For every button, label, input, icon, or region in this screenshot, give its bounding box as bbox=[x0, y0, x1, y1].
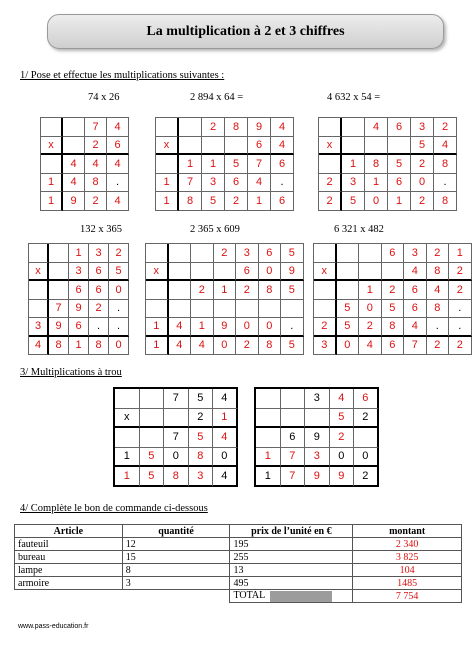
grid-cell: x bbox=[41, 137, 63, 156]
grid-cell: . bbox=[427, 318, 450, 337]
grid-cell: 9 bbox=[214, 318, 237, 337]
grid-cell: 8 bbox=[427, 263, 450, 282]
multiplication-grid bbox=[313, 243, 472, 355]
grid-cell bbox=[29, 281, 49, 300]
grid-cell bbox=[342, 137, 365, 156]
grid-cell bbox=[319, 155, 342, 174]
grid-cell: x bbox=[115, 409, 140, 429]
grid-cell: 6 bbox=[271, 155, 294, 174]
grid-cell bbox=[337, 244, 360, 263]
amount-cell: 104 bbox=[353, 564, 462, 577]
grid-cell: 0 bbox=[214, 337, 237, 356]
grid-cell: . bbox=[271, 174, 294, 193]
grid-cell: 2 bbox=[427, 337, 450, 356]
grid-cell bbox=[388, 137, 411, 156]
grid-cell bbox=[281, 389, 306, 409]
grid-cell: 4 bbox=[29, 337, 49, 356]
total-row bbox=[15, 590, 462, 603]
grid-cell: . bbox=[281, 318, 304, 337]
section-1-heading: 1/ Pose et effectue les multiplications suivantes : bbox=[20, 70, 225, 81]
grid-cell: 4 bbox=[213, 467, 238, 487]
grid-cell bbox=[382, 263, 405, 282]
grid-cell: 8 bbox=[225, 118, 248, 137]
grid-cell: x bbox=[156, 137, 179, 156]
grid-cell bbox=[281, 300, 304, 319]
grid-cell bbox=[146, 244, 169, 263]
section-3-heading: 3/ Multiplications à trou bbox=[20, 367, 122, 378]
grid-cell: 2 bbox=[354, 409, 379, 429]
grid-cell: 5 bbox=[411, 137, 434, 156]
quantity-cell: 8 bbox=[122, 564, 230, 577]
grid-cell: 4 bbox=[63, 174, 85, 193]
grid-cell: 1 bbox=[388, 192, 411, 211]
grid-cell: 2 bbox=[85, 137, 107, 156]
column-header: Article bbox=[15, 525, 123, 538]
total-amount-cell: 7 754 bbox=[353, 590, 462, 603]
multiplication-grid bbox=[145, 243, 304, 355]
missing-digit-grid bbox=[113, 387, 238, 487]
grid-cell: 0 bbox=[109, 337, 129, 356]
grid-cell: 2 bbox=[109, 244, 129, 263]
grid-cell: 4 bbox=[85, 155, 107, 174]
grid-cell: . bbox=[89, 318, 109, 337]
grid-cell: 5 bbox=[388, 155, 411, 174]
grid-cell: 0 bbox=[359, 300, 382, 319]
grid-cell: 4 bbox=[404, 263, 427, 282]
grid-cell bbox=[63, 118, 85, 137]
grid-cell: 2 bbox=[449, 281, 472, 300]
amount-cell: 2 340 bbox=[353, 538, 462, 551]
grid-cell: 2 bbox=[449, 263, 472, 282]
grid-cell: 0 bbox=[411, 174, 434, 193]
grid-cell: 3 bbox=[189, 467, 214, 487]
grid-cell bbox=[169, 300, 192, 319]
grid-cell: 2 bbox=[202, 118, 225, 137]
grid-cell: 8 bbox=[179, 192, 202, 211]
grid-cell bbox=[191, 263, 214, 282]
grid-cell: . bbox=[109, 318, 129, 337]
grid-cell bbox=[140, 389, 165, 409]
grid-cell: 6 bbox=[354, 389, 379, 409]
grid-cell: 1 bbox=[359, 281, 382, 300]
grid-cell: 2 bbox=[214, 244, 237, 263]
grid-cell: 9 bbox=[69, 300, 89, 319]
grid-cell: 6 bbox=[225, 174, 248, 193]
grid-cell bbox=[29, 300, 49, 319]
grid-cell: 3 bbox=[342, 174, 365, 193]
grid-cell: 3 bbox=[236, 244, 259, 263]
grid-cell bbox=[337, 263, 360, 282]
grid-cell bbox=[140, 428, 165, 448]
missing-digit-grid bbox=[254, 387, 379, 487]
grid-cell: 1 bbox=[69, 337, 89, 356]
grid-cell bbox=[314, 244, 337, 263]
grid-cell: 8 bbox=[382, 318, 405, 337]
grid-cell bbox=[225, 137, 248, 156]
grid-cell: 4 bbox=[365, 118, 388, 137]
grid-cell: 4 bbox=[434, 137, 457, 156]
unit-price-cell: 195 bbox=[230, 538, 353, 551]
grid-cell: 0 bbox=[365, 192, 388, 211]
grid-cell: 0 bbox=[337, 337, 360, 356]
grid-cell bbox=[256, 409, 281, 429]
grid-cell: 7 bbox=[281, 448, 306, 468]
multiplication-grid bbox=[318, 117, 457, 211]
grid-cell bbox=[169, 281, 192, 300]
grid-cell: 0 bbox=[330, 448, 355, 468]
grid-cell: 6 bbox=[281, 428, 306, 448]
grid-cell bbox=[115, 428, 140, 448]
grid-cell: 3 bbox=[305, 448, 330, 468]
grid-cell: 3 bbox=[411, 118, 434, 137]
grid-cell bbox=[41, 155, 63, 174]
grid-cell: 1 bbox=[365, 174, 388, 193]
table-row bbox=[15, 551, 462, 564]
grid-cell: 1 bbox=[248, 192, 271, 211]
grid-cell: 2 bbox=[330, 428, 355, 448]
grid-cell: 4 bbox=[404, 318, 427, 337]
grid-cell: 4 bbox=[63, 155, 85, 174]
grid-cell: 2 bbox=[449, 337, 472, 356]
grid-cell: 1 bbox=[214, 281, 237, 300]
grid-cell bbox=[146, 300, 169, 319]
grid-cell: 1 bbox=[449, 244, 472, 263]
multiplication-grid bbox=[28, 243, 129, 355]
grid-cell: 7 bbox=[179, 174, 202, 193]
empty-cell bbox=[15, 590, 123, 603]
column-header: prix de l’unité en € bbox=[230, 525, 353, 538]
grid-cell: 5 bbox=[225, 155, 248, 174]
amount-cell: 3 825 bbox=[353, 551, 462, 564]
grid-cell bbox=[236, 300, 259, 319]
grid-cell bbox=[256, 389, 281, 409]
grid-cell: 5 bbox=[140, 448, 165, 468]
grid-cell bbox=[202, 137, 225, 156]
grid-cell: 8 bbox=[89, 337, 109, 356]
total-label: TOTAL bbox=[233, 590, 265, 602]
grid-cell: 4 bbox=[191, 337, 214, 356]
grid-cell: 6 bbox=[388, 174, 411, 193]
grid-cell bbox=[359, 244, 382, 263]
grid-cell: 7 bbox=[164, 389, 189, 409]
grid-cell: 4 bbox=[359, 337, 382, 356]
grid-cell: 2 bbox=[85, 192, 107, 211]
grid-cell: 0 bbox=[354, 448, 379, 468]
grid-cell: 5 bbox=[337, 318, 360, 337]
grid-cell: 2 bbox=[354, 467, 379, 487]
grid-cell: 0 bbox=[259, 263, 282, 282]
grid-cell: 2 bbox=[189, 409, 214, 429]
grid-cell: 4 bbox=[248, 174, 271, 193]
grid-cell bbox=[169, 244, 192, 263]
section-4-heading: 4/ Complète le bon de commande ci-dessous bbox=[20, 503, 208, 514]
grid-cell bbox=[259, 300, 282, 319]
grid-cell: 8 bbox=[189, 448, 214, 468]
grid-cell: 4 bbox=[213, 389, 238, 409]
grid-cell: 2 bbox=[411, 192, 434, 211]
grid-cell: 5 bbox=[202, 192, 225, 211]
column-header: montant bbox=[353, 525, 462, 538]
grid-cell: 3 bbox=[404, 244, 427, 263]
grid-cell bbox=[214, 300, 237, 319]
grid-cell bbox=[305, 409, 330, 429]
grid-cell: 8 bbox=[365, 155, 388, 174]
grid-cell: 2 bbox=[236, 337, 259, 356]
grid-cell: 2 bbox=[236, 281, 259, 300]
grid-cell bbox=[49, 281, 69, 300]
grid-cell: 7 bbox=[248, 155, 271, 174]
grid-cell bbox=[49, 263, 69, 282]
grid-cell: 1 bbox=[256, 467, 281, 487]
grid-cell: 4 bbox=[271, 118, 294, 137]
grid-cell: 6 bbox=[89, 263, 109, 282]
grid-cell: 5 bbox=[109, 263, 129, 282]
grid-cell: x bbox=[146, 263, 169, 282]
unit-price-cell: 13 bbox=[230, 564, 353, 577]
grid-cell: 4 bbox=[107, 192, 129, 211]
grid-cell: . bbox=[109, 300, 129, 319]
grid-cell: 7 bbox=[404, 337, 427, 356]
table-row bbox=[15, 577, 462, 590]
grid-cell: 1 bbox=[146, 318, 169, 337]
grid-cell: 9 bbox=[305, 428, 330, 448]
grid-cell bbox=[164, 409, 189, 429]
grid-cell: 6 bbox=[248, 137, 271, 156]
grid-cell bbox=[179, 118, 202, 137]
grid-cell bbox=[115, 389, 140, 409]
grid-cell: 6 bbox=[271, 192, 294, 211]
grid-cell: 4 bbox=[271, 137, 294, 156]
grid-cell: 6 bbox=[107, 137, 129, 156]
grid-cell: 4 bbox=[107, 118, 129, 137]
quantity-cell: 12 bbox=[122, 538, 230, 551]
grid-cell: . bbox=[449, 300, 472, 319]
multiplication-grid bbox=[155, 117, 294, 211]
grid-cell: x bbox=[29, 263, 49, 282]
gray-fill bbox=[270, 591, 332, 602]
grid-cell: 3 bbox=[314, 337, 337, 356]
grid-cell: 1 bbox=[213, 409, 238, 429]
problem-label: 2 894 x 64 = bbox=[190, 92, 244, 103]
grid-cell: 6 bbox=[404, 281, 427, 300]
grid-cell: 2 bbox=[89, 300, 109, 319]
quantity-cell: 3 bbox=[122, 577, 230, 590]
grid-cell: 9 bbox=[281, 263, 304, 282]
grid-cell: 1 bbox=[146, 337, 169, 356]
grid-cell: 1 bbox=[41, 174, 63, 193]
grid-cell: 7 bbox=[85, 118, 107, 137]
grid-cell bbox=[63, 137, 85, 156]
grid-cell: 5 bbox=[189, 389, 214, 409]
grid-cell: 6 bbox=[259, 244, 282, 263]
grid-cell: 5 bbox=[382, 300, 405, 319]
amount-cell: 1485 bbox=[353, 577, 462, 590]
grid-cell bbox=[191, 300, 214, 319]
grid-cell: 5 bbox=[189, 428, 214, 448]
multiplication-grid bbox=[40, 117, 129, 211]
grid-cell bbox=[140, 409, 165, 429]
grid-cell bbox=[342, 118, 365, 137]
grid-cell bbox=[359, 263, 382, 282]
grid-cell: 5 bbox=[337, 300, 360, 319]
grid-cell: 0 bbox=[213, 448, 238, 468]
grid-cell: 1 bbox=[115, 467, 140, 487]
problem-label: 132 x 365 bbox=[80, 224, 122, 235]
grid-cell: 2 bbox=[319, 174, 342, 193]
grid-cell: 9 bbox=[305, 467, 330, 487]
grid-cell: 6 bbox=[69, 281, 89, 300]
order-form-table bbox=[14, 524, 462, 603]
grid-cell: 5 bbox=[281, 244, 304, 263]
grid-cell: 2 bbox=[314, 318, 337, 337]
grid-cell bbox=[354, 428, 379, 448]
grid-cell: 1 bbox=[156, 174, 179, 193]
grid-cell bbox=[41, 118, 63, 137]
grid-cell bbox=[191, 244, 214, 263]
problem-label: 2 365 x 609 bbox=[190, 224, 240, 235]
grid-cell: 2 bbox=[359, 318, 382, 337]
grid-cell: 0 bbox=[109, 281, 129, 300]
grid-cell: 8 bbox=[434, 155, 457, 174]
grid-cell: 8 bbox=[164, 467, 189, 487]
grid-cell: . bbox=[434, 174, 457, 193]
grid-cell: 8 bbox=[427, 300, 450, 319]
unit-price-cell: 495 bbox=[230, 577, 353, 590]
grid-cell: 6 bbox=[236, 263, 259, 282]
grid-cell: 5 bbox=[342, 192, 365, 211]
grid-cell: 3 bbox=[29, 318, 49, 337]
table-header-row bbox=[15, 525, 462, 538]
unit-price-cell: 255 bbox=[230, 551, 353, 564]
problem-label: 4 632 x 54 = bbox=[327, 92, 381, 103]
grid-cell: 2 bbox=[191, 281, 214, 300]
grid-cell bbox=[29, 244, 49, 263]
grid-cell: 5 bbox=[330, 409, 355, 429]
grid-cell: 2 bbox=[382, 281, 405, 300]
grid-cell: 6 bbox=[404, 300, 427, 319]
grid-cell: 8 bbox=[85, 174, 107, 193]
grid-cell bbox=[214, 263, 237, 282]
quantity-cell: 15 bbox=[122, 551, 230, 564]
grid-cell: 2 bbox=[411, 155, 434, 174]
grid-cell: 4 bbox=[169, 318, 192, 337]
grid-cell: 1 bbox=[156, 192, 179, 211]
table-row bbox=[15, 538, 462, 551]
grid-cell: 2 bbox=[427, 244, 450, 263]
grid-cell: 1 bbox=[342, 155, 365, 174]
grid-cell: 9 bbox=[49, 318, 69, 337]
grid-cell: 8 bbox=[259, 337, 282, 356]
grid-cell: 6 bbox=[69, 318, 89, 337]
grid-cell: 6 bbox=[382, 244, 405, 263]
grid-cell bbox=[256, 428, 281, 448]
grid-cell: 5 bbox=[140, 467, 165, 487]
column-header: quantité bbox=[122, 525, 230, 538]
grid-cell: 0 bbox=[164, 448, 189, 468]
grid-cell: 1 bbox=[69, 244, 89, 263]
article-cell: bureau bbox=[15, 551, 123, 564]
article-cell: lampe bbox=[15, 564, 123, 577]
grid-cell: . bbox=[449, 318, 472, 337]
grid-cell bbox=[314, 300, 337, 319]
grid-cell: 1 bbox=[115, 448, 140, 468]
grid-cell: 1 bbox=[41, 192, 63, 211]
grid-cell: 1 bbox=[191, 318, 214, 337]
grid-cell bbox=[319, 118, 342, 137]
grid-cell: 2 bbox=[434, 118, 457, 137]
grid-cell: 8 bbox=[49, 337, 69, 356]
grid-cell: 6 bbox=[388, 118, 411, 137]
grid-cell bbox=[169, 263, 192, 282]
grid-cell: 6 bbox=[89, 281, 109, 300]
grid-cell: 2 bbox=[319, 192, 342, 211]
grid-cell: 2 bbox=[225, 192, 248, 211]
empty-cell bbox=[122, 590, 230, 603]
grid-cell: 9 bbox=[63, 192, 85, 211]
grid-cell: 1 bbox=[202, 155, 225, 174]
grid-cell: 5 bbox=[281, 337, 304, 356]
problem-label: 6 321 x 482 bbox=[334, 224, 384, 235]
grid-cell bbox=[281, 409, 306, 429]
grid-cell: 8 bbox=[259, 281, 282, 300]
grid-cell: 8 bbox=[434, 192, 457, 211]
page-title: La multiplication à 2 et 3 chiffres bbox=[47, 14, 444, 49]
grid-cell: 4 bbox=[330, 389, 355, 409]
grid-cell: 1 bbox=[179, 155, 202, 174]
grid-cell: 7 bbox=[164, 428, 189, 448]
grid-cell: . bbox=[107, 174, 129, 193]
grid-cell bbox=[179, 137, 202, 156]
grid-cell bbox=[156, 118, 179, 137]
article-cell: armoire bbox=[15, 577, 123, 590]
grid-cell: 4 bbox=[213, 428, 238, 448]
grid-cell: 3 bbox=[89, 244, 109, 263]
article-cell: fauteuil bbox=[15, 538, 123, 551]
grid-cell: 4 bbox=[169, 337, 192, 356]
grid-cell: 9 bbox=[330, 467, 355, 487]
grid-cell: x bbox=[314, 263, 337, 282]
grid-cell bbox=[146, 281, 169, 300]
grid-cell: 4 bbox=[107, 155, 129, 174]
table-row bbox=[15, 564, 462, 577]
grid-cell bbox=[49, 244, 69, 263]
grid-cell: 3 bbox=[69, 263, 89, 282]
grid-cell: 9 bbox=[248, 118, 271, 137]
grid-cell: 4 bbox=[427, 281, 450, 300]
grid-cell bbox=[156, 155, 179, 174]
grid-cell: 3 bbox=[305, 389, 330, 409]
grid-cell bbox=[337, 281, 360, 300]
grid-cell: 0 bbox=[259, 318, 282, 337]
grid-cell: 0 bbox=[236, 318, 259, 337]
problem-label: 74 x 26 bbox=[88, 92, 120, 103]
grid-cell: x bbox=[319, 137, 342, 156]
grid-cell: 1 bbox=[256, 448, 281, 468]
grid-cell: 6 bbox=[382, 337, 405, 356]
grid-cell: 7 bbox=[281, 467, 306, 487]
total-label-cell bbox=[230, 590, 353, 603]
grid-cell: 3 bbox=[202, 174, 225, 193]
grid-cell: 7 bbox=[49, 300, 69, 319]
grid-cell bbox=[365, 137, 388, 156]
footer-url: www.pass-education.fr bbox=[18, 623, 89, 630]
grid-cell: 5 bbox=[281, 281, 304, 300]
grid-cell bbox=[314, 281, 337, 300]
